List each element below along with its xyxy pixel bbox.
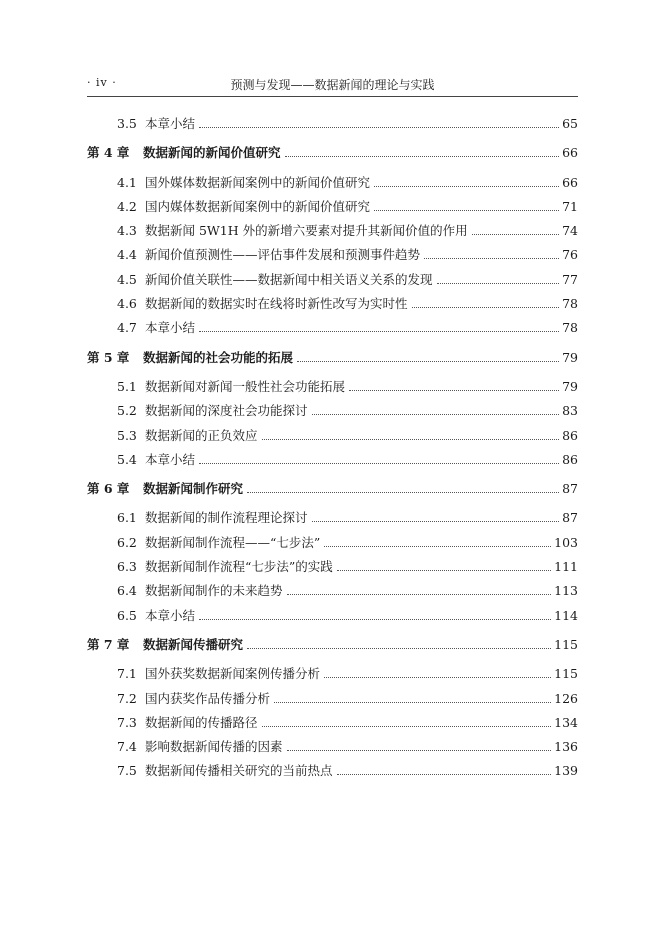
toc-entry-page: 65 <box>562 116 578 131</box>
toc-section-row <box>87 557 578 581</box>
toc-entry-number: 6.3 <box>117 559 137 575</box>
toc-section-row <box>87 197 578 221</box>
dot-leader <box>337 774 552 775</box>
toc-entry-number: 3.5 <box>117 116 137 131</box>
toc-entry-title: 数据新闻传播相关研究的当前热点 <box>145 763 333 779</box>
toc-entry-number: 4.5 <box>117 271 137 287</box>
toc-entry-page: 74 <box>562 223 578 239</box>
toc-section-row <box>87 689 578 713</box>
toc-chapter-row <box>87 348 578 372</box>
toc-entry-number: 7.3 <box>117 714 137 730</box>
toc-entry-title: 数据新闻制作的未来趋势 <box>145 583 283 599</box>
dot-leader <box>285 156 560 157</box>
toc-section-row <box>87 173 578 197</box>
toc-entry-number: 7.2 <box>117 690 137 706</box>
dot-leader <box>412 307 560 308</box>
toc-entry-title: 数据新闻的制作流程理论探讨 <box>145 510 308 526</box>
toc-entry-title: 国外获奖数据新闻案例传播分析 <box>145 666 321 682</box>
toc-entry-number: 第 7 章 <box>87 636 130 652</box>
toc-entry-number: 6.5 <box>117 607 137 623</box>
toc-entry-number: 7.4 <box>117 739 137 755</box>
toc-chapter-row <box>87 143 578 167</box>
toc-entry-page: 111 <box>554 559 578 575</box>
toc-entry-page: 86 <box>562 427 578 443</box>
toc-section-row <box>87 377 578 401</box>
toc-entry-page: 86 <box>562 451 578 467</box>
dot-leader <box>472 234 559 235</box>
toc-entry-number: 5.2 <box>117 403 137 419</box>
dot-leader <box>199 127 559 128</box>
page-number: · iv · <box>87 76 117 89</box>
toc-entry-title: 数据新闻制作流程——“七步法” <box>145 534 321 550</box>
dot-leader <box>324 677 551 678</box>
toc-entry-page: 134 <box>554 714 578 730</box>
running-title: 预测与发现——数据新闻的理论与实践 <box>230 78 435 92</box>
toc-entry-number: 7.1 <box>117 666 137 682</box>
toc-entry-number: 7.5 <box>117 763 137 779</box>
dot-leader <box>247 648 551 649</box>
toc-section-row <box>87 318 578 342</box>
toc-entry-title: 数据新闻 5W1H 外的新增六要素对提升其新闻价值的作用 <box>145 223 468 239</box>
toc-entry-page: 76 <box>562 247 578 263</box>
dot-leader <box>312 414 560 415</box>
toc-chapter-row <box>87 635 578 659</box>
dot-leader <box>312 521 560 522</box>
toc-entry-page: 115 <box>554 666 578 682</box>
toc-entry-page: 136 <box>554 739 578 755</box>
toc-entry-number: 5.4 <box>117 451 137 467</box>
toc-section-row <box>87 664 578 688</box>
toc-entry-page: 87 <box>562 510 578 526</box>
toc-entry-page: 66 <box>562 174 578 190</box>
toc-entry-title: 影响数据新闻传播的因素 <box>145 739 283 755</box>
toc-entry-number: 第 6 章 <box>87 481 130 497</box>
toc-section-row <box>87 114 578 138</box>
toc-section-row <box>87 606 578 630</box>
toc-section-row <box>87 294 578 318</box>
dot-leader <box>349 390 559 391</box>
toc-entry-number: 6.4 <box>117 583 137 599</box>
dot-leader <box>287 594 552 595</box>
toc-entry-number: 4.7 <box>117 320 137 336</box>
toc-entry-title: 数据新闻的深度社会功能探讨 <box>145 403 308 419</box>
dot-leader <box>337 570 551 571</box>
toc-entry-number: 5.3 <box>117 427 137 443</box>
toc-entry-title: 数据新闻制作流程“七步法”的实践 <box>145 559 333 575</box>
toc-entry-page: 78 <box>562 296 578 312</box>
toc-entry-title: 国外媒体数据新闻案例中的新闻价值研究 <box>145 174 371 190</box>
dot-leader <box>247 492 559 493</box>
toc-entry-page: 66 <box>562 145 578 161</box>
dot-leader <box>374 186 559 187</box>
toc-entry-number: 第 5 章 <box>87 349 130 365</box>
toc-entry-number: 第 4 章 <box>87 145 130 161</box>
toc-entry-title: 本章小结 <box>145 451 196 467</box>
toc-entry-title: 本章小结 <box>145 320 196 336</box>
toc-entry-number: 4.3 <box>117 223 137 239</box>
dot-leader <box>199 463 559 464</box>
dot-leader <box>437 283 560 284</box>
toc-section-row <box>87 401 578 425</box>
toc-entry-title: 本章小结 <box>145 607 196 623</box>
toc-entry-page: 126 <box>554 690 578 706</box>
dot-leader <box>262 439 560 440</box>
dot-leader <box>324 546 551 547</box>
dot-leader <box>262 726 552 727</box>
toc-entry-page: 115 <box>554 636 578 652</box>
toc-entry-title: 数据新闻的新闻价值研究 <box>143 145 281 161</box>
dot-leader <box>199 619 551 620</box>
toc-entry-title: 数据新闻对新闻一般性社会功能拓展 <box>145 378 346 394</box>
toc-section-row <box>87 737 578 761</box>
toc-entry-title: 本章小结 <box>145 116 196 131</box>
header-rule <box>87 96 578 97</box>
toc-entry-title: 国内媒体数据新闻案例中的新闻价值研究 <box>145 198 371 214</box>
toc-entry-number: 5.1 <box>117 378 137 394</box>
toc-entry-title: 数据新闻的正负效应 <box>145 427 258 443</box>
toc-section-row <box>87 221 578 245</box>
dot-leader <box>374 210 559 211</box>
toc-entry-title: 数据新闻的传播路径 <box>145 714 258 730</box>
dot-leader <box>424 258 559 259</box>
page-header <box>87 76 578 96</box>
toc-entry-page: 78 <box>562 320 578 336</box>
toc-entry-number: 4.6 <box>117 296 137 312</box>
toc-entry-number: 4.4 <box>117 247 137 263</box>
toc-entry-title: 数据新闻制作研究 <box>143 481 244 497</box>
toc-entry-title: 数据新闻传播研究 <box>143 636 244 652</box>
toc-entry-page: 87 <box>562 481 578 497</box>
dot-leader <box>274 702 551 703</box>
toc-entry-title: 新闻价值预测性——评估事件发展和预测事件趋势 <box>145 247 421 263</box>
toc-entry-title: 国内获奖作品传播分析 <box>145 690 271 706</box>
toc-entry-page: 113 <box>554 583 578 599</box>
table-of-contents <box>87 114 578 786</box>
toc-entry-page: 114 <box>554 607 578 623</box>
toc-entry-title: 新闻价值关联性——数据新闻中相关语义关系的发现 <box>145 271 433 287</box>
toc-section-row <box>87 533 578 557</box>
toc-entry-number: 4.1 <box>117 174 137 190</box>
toc-entry-page: 79 <box>562 349 578 365</box>
toc-entry-page: 83 <box>562 403 578 419</box>
toc-section-row <box>87 713 578 737</box>
toc-section-row <box>87 426 578 450</box>
toc-section-row <box>87 450 578 474</box>
toc-entry-number: 6.2 <box>117 534 137 550</box>
toc-entry-page: 77 <box>562 271 578 287</box>
toc-entry-title: 数据新闻的数据实时在线将时新性改写为实时性 <box>145 296 408 312</box>
dot-leader <box>297 361 559 362</box>
toc-entry-page: 79 <box>562 378 578 394</box>
toc-entry-number: 6.1 <box>117 510 137 526</box>
toc-section-row <box>87 508 578 532</box>
toc-entry-number: 4.2 <box>117 198 137 214</box>
dot-leader <box>287 750 552 751</box>
toc-section-row <box>87 270 578 294</box>
toc-entry-page: 103 <box>554 534 578 550</box>
toc-section-row <box>87 581 578 605</box>
toc-entry-page: 71 <box>562 198 578 214</box>
toc-entry-page: 139 <box>554 763 578 779</box>
toc-section-row <box>87 245 578 269</box>
toc-chapter-row <box>87 479 578 503</box>
toc-section-row <box>87 761 578 785</box>
toc-entry-title: 数据新闻的社会功能的拓展 <box>143 349 294 365</box>
dot-leader <box>199 331 559 332</box>
